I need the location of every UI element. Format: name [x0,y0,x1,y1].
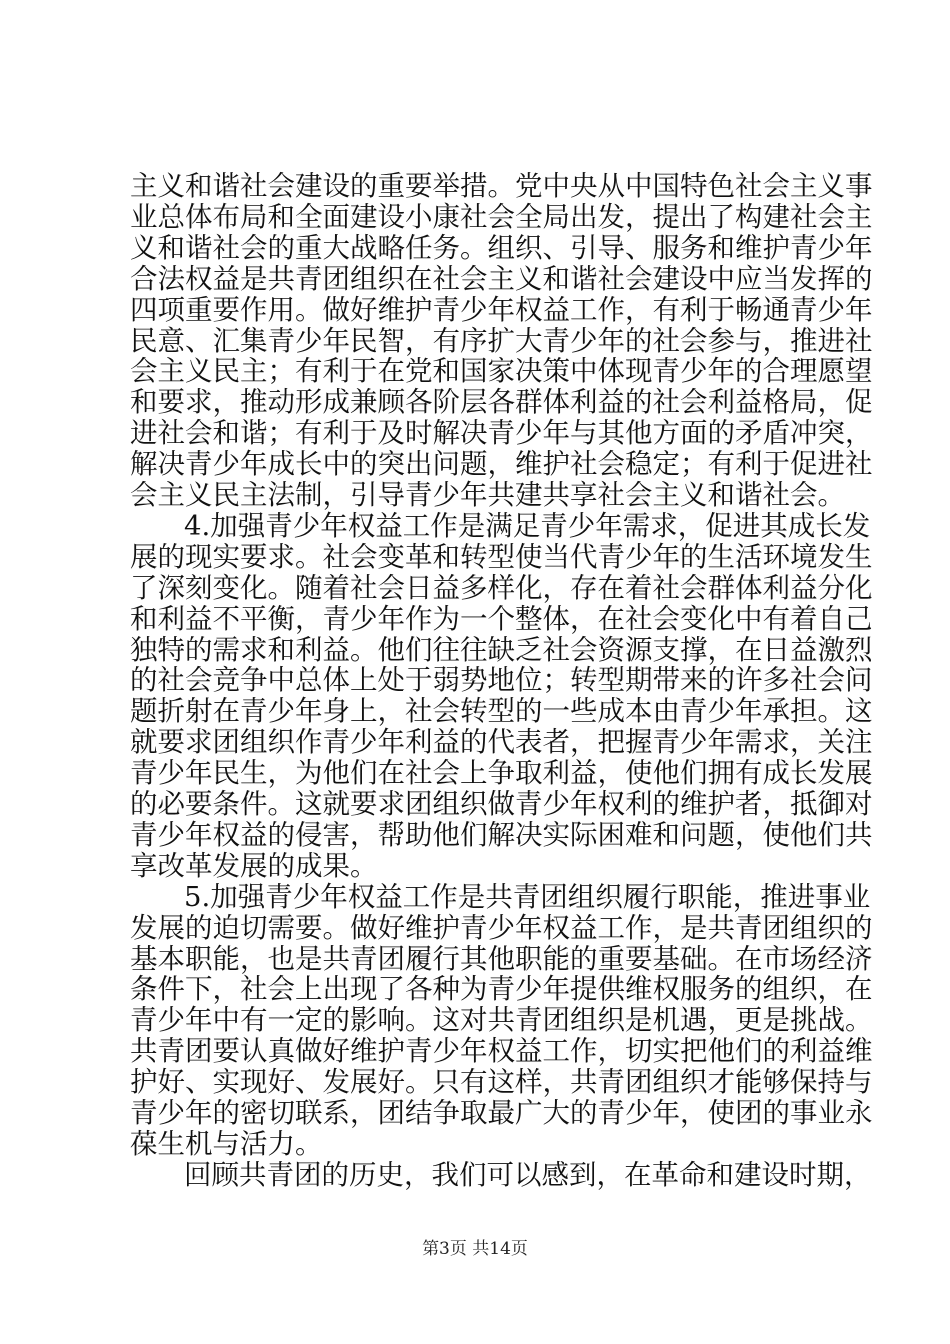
text-line: 和利益不平衡，青少年作为一个整体，在社会变化中有着自己 [130,602,873,635]
text-line: 就要求团组织作青少年利益的代表者，把握青少年需求，关注 [130,726,873,759]
text-line: 四项重要作用。做好维护青少年权益工作，有利于畅通青少年 [130,293,873,326]
text-line: 独特的需求和利益。他们往往缺乏社会资源支撑，在日益激烈 [130,633,873,666]
text-line: 回顾共青团的历史，我们可以感到，在革命和建设时期， [184,1158,872,1191]
text-line: 发展的迫切需要。做好维护青少年权益工作，是共青团组织的 [130,911,873,944]
text-line: 享改革发展的成果。 [130,849,378,882]
text-line: 合法权益是共青团组织在社会主义和谐社会建设中应当发挥的 [130,262,873,295]
text-line: 展的现实要求。社会变革和转型使当代青少年的生活环境发生 [130,540,873,573]
text-line: 会主义民主法制，引导青少年共建共享社会主义和谐社会。 [130,479,845,511]
text-line: 的社会竞争中总体上处于弱势地位；转型期带来的许多社会问 [130,664,873,697]
text-line: 会主义民主；有利于在党和国家决策中体现青少年的合理愿望 [130,355,873,388]
text-line: 青少年的密切联系，团结争取最广大的青少年，使团的事业永 [130,1097,873,1129]
text-line: 了深刻变化。随着社会日益多样化，存在着社会群体利益分化 [130,571,873,604]
text-line: 民意、汇集青少年民智，有序扩大青少年的社会参与，推进社 [130,324,873,357]
text-line: 义和谐社会的重大战略任务。组织、引导、服务和维护青少年 [130,231,873,264]
page-footer: 第3页 共14页 [422,1239,528,1259]
text-line: 护好、实现好、发展好。只有这样，共青团组织才能够保持与 [130,1066,873,1099]
text-line: 共青团要认真做好维护青少年权益工作，切实把他们的利益维 [130,1035,873,1068]
text-line: 进社会和谐；有利于及时解决青少年与其他方面的矛盾冲突， [130,417,873,450]
text-line: 葆生机与活力。 [130,1127,323,1160]
text-line: 和要求，推动形成兼顾各阶层各群体利益的社会利益格局，促 [130,386,873,419]
text-line: 业总体布局和全面建设小康社会全局出发，提出了构建社会主 [130,200,873,233]
text-line: 题折射在青少年身上，社会转型的一些成本由青少年承担。这 [130,695,873,728]
text-line: 条件下，社会上出现了各种为青少年提供维权服务的组织，在 [130,973,873,1006]
text-line: 5.加强青少年权益工作是共青团组织履行职能，推进事业 [184,880,871,913]
text-line: 青少年权益的侵害，帮助他们解决实际困难和问题，使他们共 [130,818,873,851]
text-line: 青少年民生，为他们在社会上争取利益，使他们拥有成长发展 [130,757,873,790]
text-line: 解决青少年成长中的突出问题，维护社会稳定；有利于促进社 [130,448,873,481]
text-line: 基本职能，也是共青团履行其他职能的重要基础。在市场经济 [130,942,873,975]
text-line: 4.加强青少年权益工作是满足青少年需求，促进其成长发 [184,509,871,542]
text-line: 的必要条件。这就要求团组织做青少年权利的维护者，抵御对 [130,788,873,820]
text-line: 主义和谐社会建设的重要举措。党中央从中国特色社会主义事 [130,170,873,202]
text-line: 青少年中有一定的影响。这对共青团组织是机遇，更是挑战。 [130,1004,873,1037]
